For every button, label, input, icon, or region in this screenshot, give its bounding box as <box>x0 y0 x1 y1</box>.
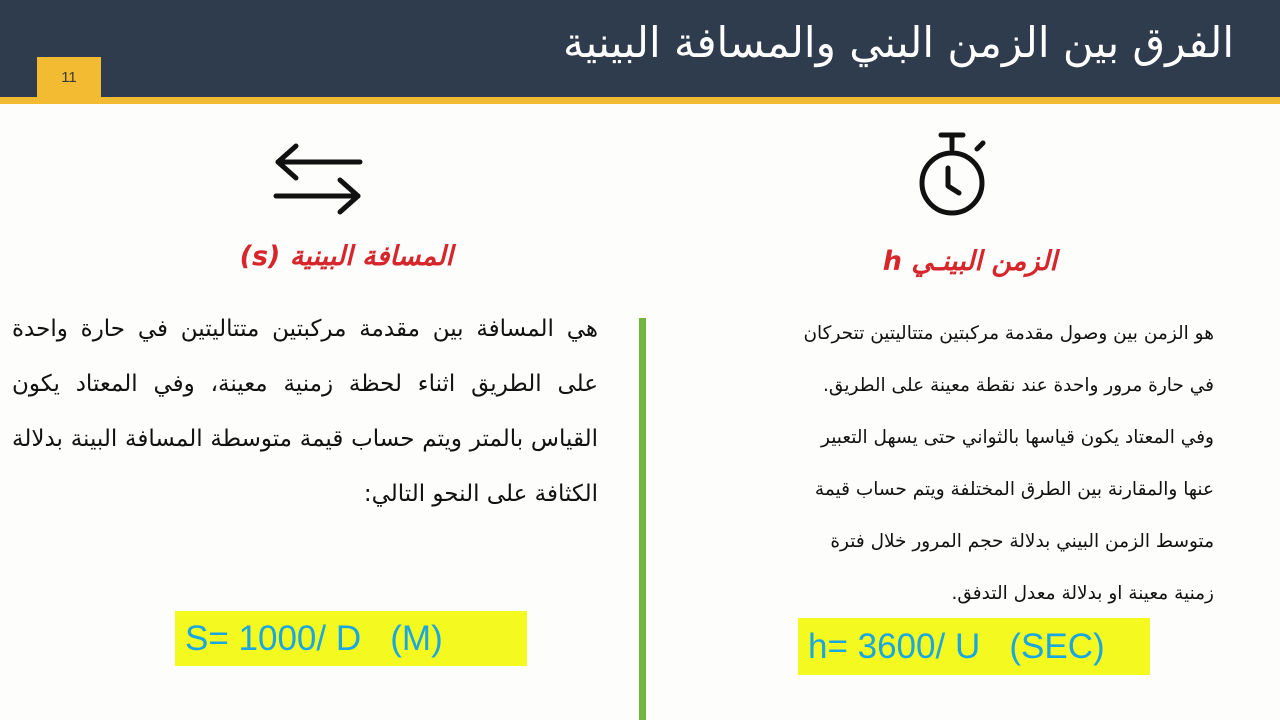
time-formula: h= 3600/ U (SEC) <box>798 618 1150 675</box>
description-line: وفي المعتاد يكون قياسها بالثواني حتى يسهل التعبير <box>820 427 1214 448</box>
description-line: زمنية معينة او بدلالة معدل التدفق. <box>951 583 1214 604</box>
time-headway-description <box>652 308 1214 620</box>
distance-headway-description: هي المسافة بين مقدمة مركبتين متتاليتين في حارة واحدة على الطريق اثناء لحظة زمنية معينة، وفي المعتاد يكون القياس بالمتر ويتم حساب قيمة متوسطة المسافة البينة بدلالة الكثافة على النحو التالي: <box>12 316 598 507</box>
column-divider <box>639 318 646 720</box>
time-headway-title: الزمن البينـي h <box>882 246 1057 277</box>
swap-arrows-icon <box>270 143 366 215</box>
description-line: في حارة مرور واحدة عند نقطة معينة على الطريق. <box>823 375 1214 396</box>
stopwatch-icon <box>913 131 991 219</box>
page-title: الفرق بين الزمن البني والمسافة البينية <box>562 18 1234 67</box>
description-line: عنها والمقارنة بين الطرق المختلفة ويتم حساب قيمة <box>814 479 1214 500</box>
header-accent-line <box>0 97 1280 104</box>
description-line: هو الزمن بين وصول مقدمة مركبتين متتاليتين تتحركان <box>803 323 1214 344</box>
description-line: متوسط الزمن البيني بدلالة حجم المرور خلال فترة <box>830 531 1214 552</box>
distance-headway-title: المسافة البينية (s) <box>239 241 453 272</box>
distance-formula: S= 1000/ D (M) <box>175 611 527 666</box>
slide-number: 11 <box>37 57 101 97</box>
